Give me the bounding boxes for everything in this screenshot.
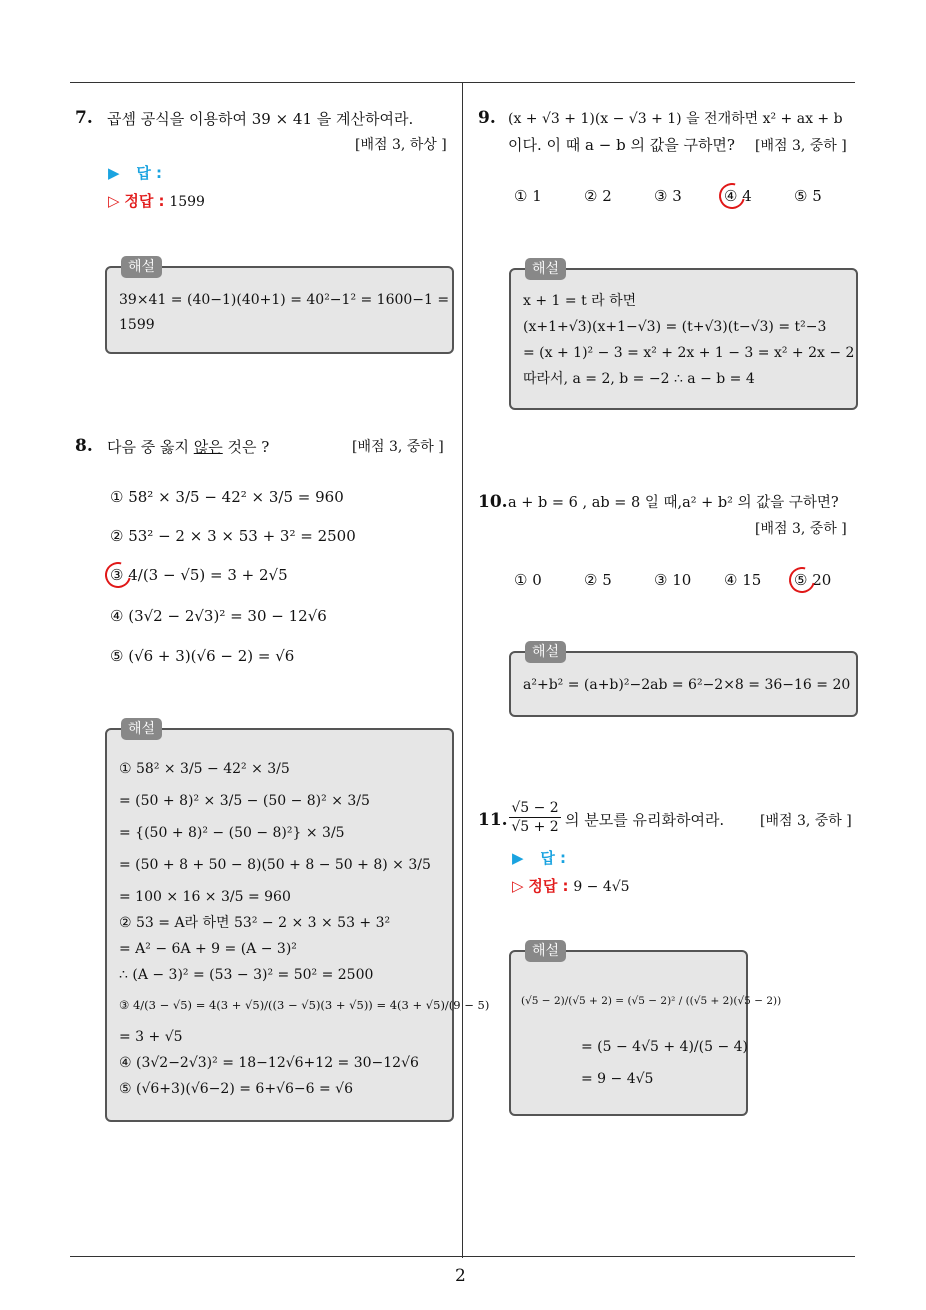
solution-box [509, 943, 782, 1116]
question-text-underlined: 않은 [193, 438, 223, 456]
play-icon: ▶ [512, 849, 524, 867]
solution-line: = 9 − 4√5 [581, 1071, 654, 1087]
solution-line: ② 53 = A라 하면 53² − 2 × 3 × 53 + 3² [119, 915, 391, 931]
option-2[interactable]: ② 5 [584, 571, 612, 589]
option-3[interactable]: ③ 10 [654, 571, 692, 589]
correct-row [108, 191, 205, 212]
selected-mark-circle [784, 562, 820, 598]
option-4[interactable]: ④ 15 [724, 571, 762, 589]
answer-label: 답 : [136, 164, 163, 182]
score-meta: [배점 3, 중하 ] [755, 138, 847, 154]
score-meta: [배점 3, 하상 ] [355, 137, 447, 153]
solution-line: = (x + 1)² − 3 = x² + 2x + 1 − 3 = x² + 2x − 2 [523, 345, 855, 361]
bottom-rule [70, 1256, 855, 1257]
option-5[interactable]: ⑤ (√6 + 3)(√6 − 2) = √6 [110, 647, 295, 665]
page-number: 2 [455, 1266, 466, 1286]
solution-line: ③ 4/(3 − √5) = 4(3 + √5)/((3 − √5)(3 + √5)) = 4(3 + √5)/(9 − 5) [119, 998, 490, 1012]
solution-line: ∴ (A − 3)² = (53 − 3)² = 50² = 2500 [119, 967, 374, 983]
solution-line: = (50 + 8 + 50 − 8)(50 + 8 − 50 + 8) × 3/5 [119, 857, 431, 873]
option-2[interactable]: ② 2 [584, 187, 612, 205]
solution-tag: 해설 [121, 256, 162, 278]
fraction-numerator: √5 − 2 [509, 799, 561, 818]
solution-line: 39×41 = (40−1)(40+1) = 40²−1² = 1600−1 = [119, 292, 450, 308]
question-text: 의 분모를 유리화하여라. [565, 811, 725, 829]
option-5[interactable]: ⑤ 5 [794, 187, 822, 205]
question-number: 8. [75, 436, 93, 456]
answer-row [512, 848, 566, 868]
solution-line: 따라서, a = 2, b = −2 ∴ a − b = 4 [523, 371, 755, 387]
solution-box [509, 644, 858, 717]
option-4[interactable]: ④ 4 [724, 187, 752, 205]
solution-line: (√5 − 2)/(√5 + 2) = (√5 − 2)² / ((√5 + 2)(√5 − 2)) [521, 995, 782, 1007]
question-number: 11. [478, 810, 508, 830]
solution-line: 1599 [119, 317, 155, 333]
option-4[interactable]: ④ (3√2 − 2√3)² = 30 − 12√6 [110, 607, 327, 625]
solution-tag: 해설 [525, 641, 566, 663]
question-number: 7. [75, 108, 93, 128]
question-text: a + b = 6 , ab = 8 일 때,a² + b² 의 값을 구하면? [508, 495, 839, 511]
solution-tag: 해설 [121, 718, 162, 740]
play-icon: ▶ [108, 164, 120, 182]
correct-value: 9 − 4√5 [573, 879, 630, 895]
option-2[interactable]: ② 53² − 2 × 3 × 53 + 3² = 2500 [110, 527, 356, 545]
selected-mark-circle [714, 178, 750, 214]
score-meta: [배점 3, 중하 ] [352, 439, 444, 455]
solution-tag: 해설 [525, 258, 566, 280]
correct-row [512, 876, 630, 897]
play-outline-icon: ▷ [512, 877, 524, 895]
solution-line: = A² − 6A + 9 = (A − 3)² [119, 941, 297, 957]
option-1[interactable]: ① 0 [514, 571, 542, 589]
answer-row [108, 163, 162, 183]
question-text-b: 것은 ? [222, 438, 270, 456]
solution-box [105, 721, 490, 1122]
solution-box [105, 259, 454, 354]
solution-tag: 해설 [525, 940, 566, 962]
option-5[interactable]: ⑤ 20 [794, 571, 832, 589]
option-1[interactable]: ① 58² × 3/5 − 42² × 3/5 = 960 [110, 488, 344, 506]
score-meta: [배점 3, 중하 ] [755, 521, 847, 537]
selected-mark-circle [100, 557, 136, 593]
question-text: 곱셈 공식을 이용하여 39 × 41 을 계산하여라. [107, 110, 414, 128]
correct-label: 정답 : [124, 192, 165, 210]
solution-line: = (5 − 4√5 + 4)/(5 − 4) [581, 1039, 749, 1055]
question-text-line2: 이다. 이 때 a − b 의 값을 구하면? [508, 136, 735, 154]
solution-line: a²+b² = (a+b)²−2ab = 6²−2×8 = 36−16 = 20 [523, 677, 851, 693]
solution-line: x + 1 = t 라 하면 [523, 293, 637, 309]
question-text-line1: (x + √3 + 1)(x − √3 + 1) 을 전개하면 x² + ax + b [508, 111, 843, 127]
question-text [107, 437, 269, 457]
solution-line: = {(50 + 8)² − (50 − 8)²} × 3/5 [119, 825, 345, 841]
solution-line: = 100 × 16 × 3/5 = 960 [119, 889, 291, 905]
question-number: 9. [478, 108, 496, 128]
question-text-a: 다음 중 옳지 [107, 438, 194, 456]
option-1[interactable]: ① 1 [514, 187, 542, 205]
correct-label: 정답 : [528, 877, 569, 895]
solution-box [509, 261, 858, 410]
solution-line: = (50 + 8)² × 3/5 − (50 − 8)² × 3/5 [119, 793, 370, 809]
play-outline-icon: ▷ [108, 192, 120, 210]
correct-value: 1599 [169, 194, 205, 210]
fraction-denominator: √5 + 2 [511, 819, 559, 835]
column-divider [462, 83, 463, 1258]
question-fraction [509, 799, 561, 836]
solution-line: = 3 + √5 [119, 1029, 183, 1045]
option-3[interactable]: ③ 4/(3 − √5) = 3 + 2√5 [110, 566, 288, 584]
solution-line: (x+1+√3)(x+1−√3) = (t+√3)(t−√3) = t²−3 [523, 319, 827, 335]
solution-line: ⑤ (√6+3)(√6−2) = 6+√6−6 = √6 [119, 1081, 353, 1097]
question-number: 10. [478, 492, 508, 512]
answer-label: 답 : [540, 849, 567, 867]
score-meta: [배점 3, 중하 ] [760, 813, 852, 829]
solution-line: ① 58² × 3/5 − 42² × 3/5 [119, 761, 290, 777]
option-3[interactable]: ③ 3 [654, 187, 682, 205]
solution-line: ④ (3√2−2√3)² = 18−12√6+12 = 30−12√6 [119, 1055, 419, 1071]
